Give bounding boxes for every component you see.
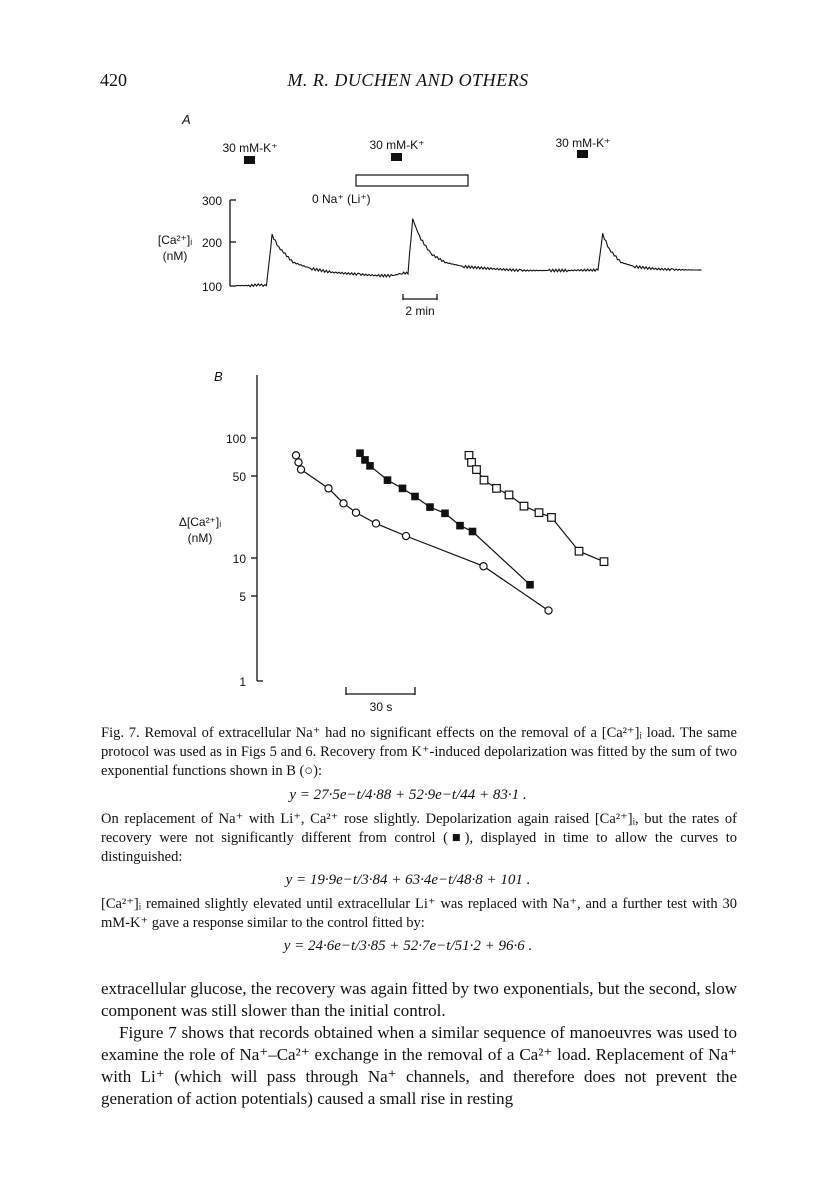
fit-curve [296,455,549,610]
stimulus-label: 30 mM-K⁺ [222,141,278,155]
open-circle-point [325,485,332,492]
open-circle-point [480,563,487,570]
stimulus-markers [222,136,610,164]
open-circle-point [292,452,299,459]
filled-square-point [384,476,392,484]
open-circle-point [372,520,379,527]
y-tick-label: 100 [201,280,222,294]
caption-equation: y = 24·6e−t/3·85 + 52·7e−t/51·2 + 96·6 . [283,938,533,954]
filled-square-point [426,503,434,511]
open-circle-point [340,500,347,507]
open-square-point [548,514,556,522]
filled-square-point [366,462,374,470]
solution-bar-label: 0 Na⁺ (Li⁺) [312,192,371,206]
fit-curve [360,453,530,585]
filled-square-point [356,449,364,457]
solution-bar [356,175,468,186]
open-circle-point [402,532,409,539]
stimulus-marker [577,150,588,158]
filled-square-point [441,510,449,518]
figure-caption [101,724,737,781]
open-square-point [535,509,543,517]
caption-paragraph: [Ca²⁺]ᵢ remained slightly elevated until extracellular Li⁺ was replaced with Na⁺, and a further test with 30 mM-K⁺ gave a response similar to the control fitted by: [101,896,737,931]
page-number: 420 [100,70,127,90]
scale-bar-label: 30 s [369,700,393,714]
panel-b-y-unit: (nM) [187,531,213,545]
running-head: M. R. DUCHEN AND OTHERS [287,70,529,90]
stimulus-marker [391,153,402,161]
filled-square-point [411,493,419,501]
open-square-point [480,476,488,484]
stimulus-label: 30 mM-K⁺ [555,136,611,150]
filled-square-point [399,485,407,493]
open-square-point [473,466,481,474]
filled-square-point [469,528,477,536]
panel-a-scale-bar [403,294,437,318]
open-circle-point [295,459,302,466]
scale-bar-label: 2 min [405,304,435,318]
caption-paragraph: Fig. 7. Removal of extracellular Na⁺ had no significant effects on the removal of a [Ca²⁺]ᵢ load. The same protocol was used as in Figs 5 and 6. Recovery from K⁺-induced depolarization was fitted by the sum of two exponential functions shown in B (○): [101,725,737,779]
open-circle-point [352,509,359,516]
open-circle-point [545,607,552,614]
open-square-point [505,491,513,499]
y-tick-label: 300 [201,194,222,208]
y-tick-label: 100 [225,432,246,446]
panel-a-y-label: [Ca²⁺]ᵢ [157,233,193,247]
stimulus-label: 30 mM-K⁺ [369,138,425,152]
caption-equation: y = 27·5e−t/4·88 + 52·9e−t/44 + 83·1 . [289,787,527,803]
filled-square-point [526,581,534,589]
open-square-point [493,485,501,493]
figure-caption [101,895,737,933]
caption-equation: y = 19·9e−t/3·84 + 63·4e−t/48·8 + 101 . [285,872,531,888]
body-paragraph: Figure 7 shows that records obtained when a similar sequence of manoeuvres was used to examine the role of Na⁺–Ca²⁺ exchange in the removal of a Ca²⁺ load. Replacement of Na⁺ with Li⁺ (which will pass through Na⁺ channels, and therefore does not prevent the generation of action potentials) caused a small rise in resting [101,1023,737,1108]
panel-a-y-unit: (nM) [162,249,188,263]
panel-a-label: A [182,112,191,127]
open-square-point [520,502,528,510]
open-square-point [575,547,583,555]
open-square-point [468,459,476,467]
open-circle-point [297,466,304,473]
panel-b-data [292,449,607,614]
panel-b-y-label: Δ[Ca²⁺]ᵢ [178,515,222,529]
panel-a-y-axis [202,194,236,294]
y-tick-label: 1 [239,675,246,689]
body-paragraph: extracellular glucose, the recovery was again fitted by two exponentials, but the second, slow component was still slower than the initial control. [101,979,737,1020]
y-tick-label: 10 [232,552,246,566]
body-text [101,978,737,1110]
panel-b-label: B [214,369,223,384]
stimulus-marker [244,156,255,164]
y-tick-label: 50 [232,470,246,484]
filled-square-point [456,522,464,530]
y-tick-label: 200 [201,236,222,250]
y-tick-label: 5 [239,590,246,604]
panel-b-scale-bar [346,687,415,714]
open-square-point [600,558,608,566]
calcium-trace [236,219,702,287]
figure-caption [101,810,737,867]
panel-b-y-axis [226,375,263,689]
caption-paragraph: On replacement of Na⁺ with Li⁺, Ca²⁺ rose slightly. Depolarization again raised [Ca²⁺]ᵢ, but the rates of recovery were not significantly different from control (■), displayed in time to allow the curves to distinguished: [101,811,737,865]
